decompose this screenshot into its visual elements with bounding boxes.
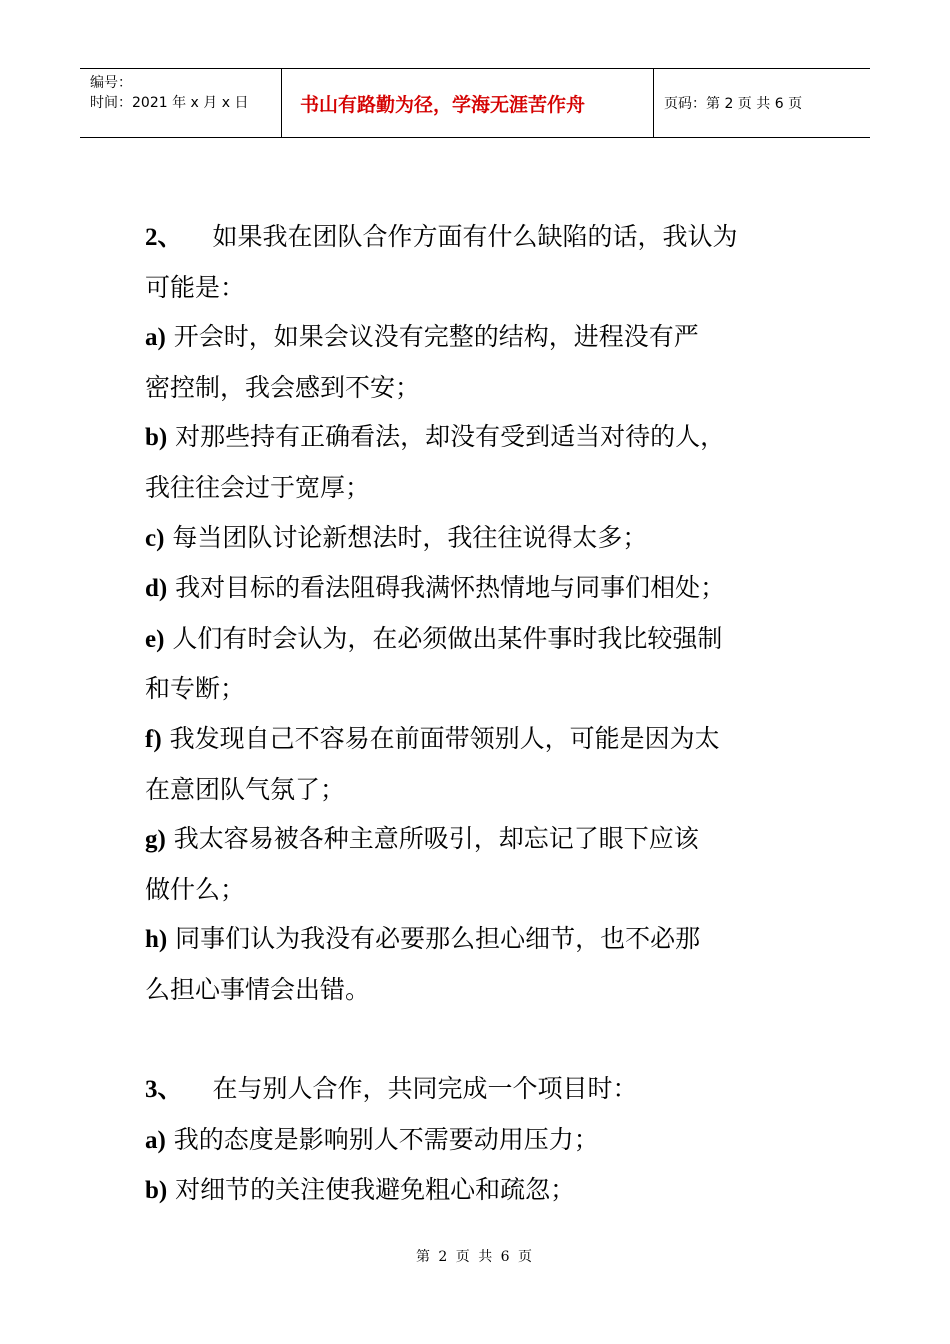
option-label: f) xyxy=(145,725,162,753)
option-2h xyxy=(145,914,845,965)
time-label: 时间：2021 年 x 月 x 日 xyxy=(90,95,249,111)
option-2g xyxy=(145,814,845,865)
option-2h-cont: 么担心事情会出错。 xyxy=(145,974,371,1004)
option-label: e) xyxy=(145,625,165,653)
option-text: 我发现自己不容易在前面带领别人，可能是因为太 xyxy=(161,723,720,753)
page-label: 页码：第 2 页 共 6 页 xyxy=(664,96,803,112)
option-text: 开会时，如果会议没有完整的结构，进程没有严 xyxy=(165,322,699,352)
page-footer: 第 2 页 共 6 页 xyxy=(415,1249,535,1265)
question-text: 如果我在团队合作方面有什么缺陷的话，我认为 xyxy=(212,222,738,251)
option-2e-cont: 和专断； xyxy=(145,674,246,704)
option-label: b) xyxy=(145,424,168,452)
option-label: b) xyxy=(145,1177,168,1205)
option-label: a) xyxy=(145,1126,166,1154)
option-text: 同事们认为我没有必要那么担心细节，也不必那 xyxy=(167,924,701,954)
option-2a-cont: 密控制，我会感到不安； xyxy=(145,372,421,402)
number-label: 编号： xyxy=(90,75,132,91)
option-label: a) xyxy=(145,324,166,352)
option-3b xyxy=(145,1165,845,1216)
option-text: 对细节的关注使我避免粗心和疏忽； xyxy=(167,1175,576,1205)
question-number: 2、 xyxy=(145,224,183,251)
option-label: g) xyxy=(145,826,166,854)
option-text: 对那些持有正确看法，却没有受到适当对待的人， xyxy=(167,422,726,452)
question-text: 在与别人合作，共同完成一个项目时： xyxy=(212,1074,638,1104)
option-2a xyxy=(145,312,845,363)
option-text: 我对目标的看法阻碍我满怀热情地与同事们相处； xyxy=(167,573,726,603)
option-3a xyxy=(145,1115,845,1166)
option-2b xyxy=(145,412,845,463)
option-2f xyxy=(145,714,845,765)
document-body xyxy=(145,212,845,1216)
option-label: c) xyxy=(145,524,165,552)
header-info-cell xyxy=(80,69,282,137)
question-2-line-2: 可能是： xyxy=(145,272,246,302)
header-motto-cell xyxy=(282,69,654,137)
option-2e xyxy=(145,614,845,665)
option-text: 人们有时会认为，在必须做出某件事时我比较强制 xyxy=(164,623,723,653)
option-2d xyxy=(145,563,845,614)
option-label: h) xyxy=(145,926,168,954)
question-3-line-1 xyxy=(145,1064,845,1115)
option-text: 我的态度是影响别人不需要动用压力； xyxy=(165,1124,599,1154)
motto-text: 书山有路勤为径，学海无涯苦作舟 xyxy=(300,93,586,116)
paragraph-gap xyxy=(145,1015,845,1065)
question-2-line-1 xyxy=(145,212,845,263)
option-text: 我太容易被各种主意所吸引，却忘记了眼下应该 xyxy=(165,824,699,854)
page-header xyxy=(80,68,870,138)
option-2f-cont: 在意团队气氛了； xyxy=(145,774,346,804)
option-label: d) xyxy=(145,575,168,603)
question-number: 3、 xyxy=(145,1076,183,1104)
option-2c xyxy=(145,513,845,564)
option-2g-cont: 做什么； xyxy=(145,874,246,904)
header-page-cell xyxy=(654,69,870,137)
option-2b-cont: 我往往会过于宽厚； xyxy=(145,472,371,502)
option-text: 每当团队讨论新想法时，我往往说得太多； xyxy=(164,522,648,552)
